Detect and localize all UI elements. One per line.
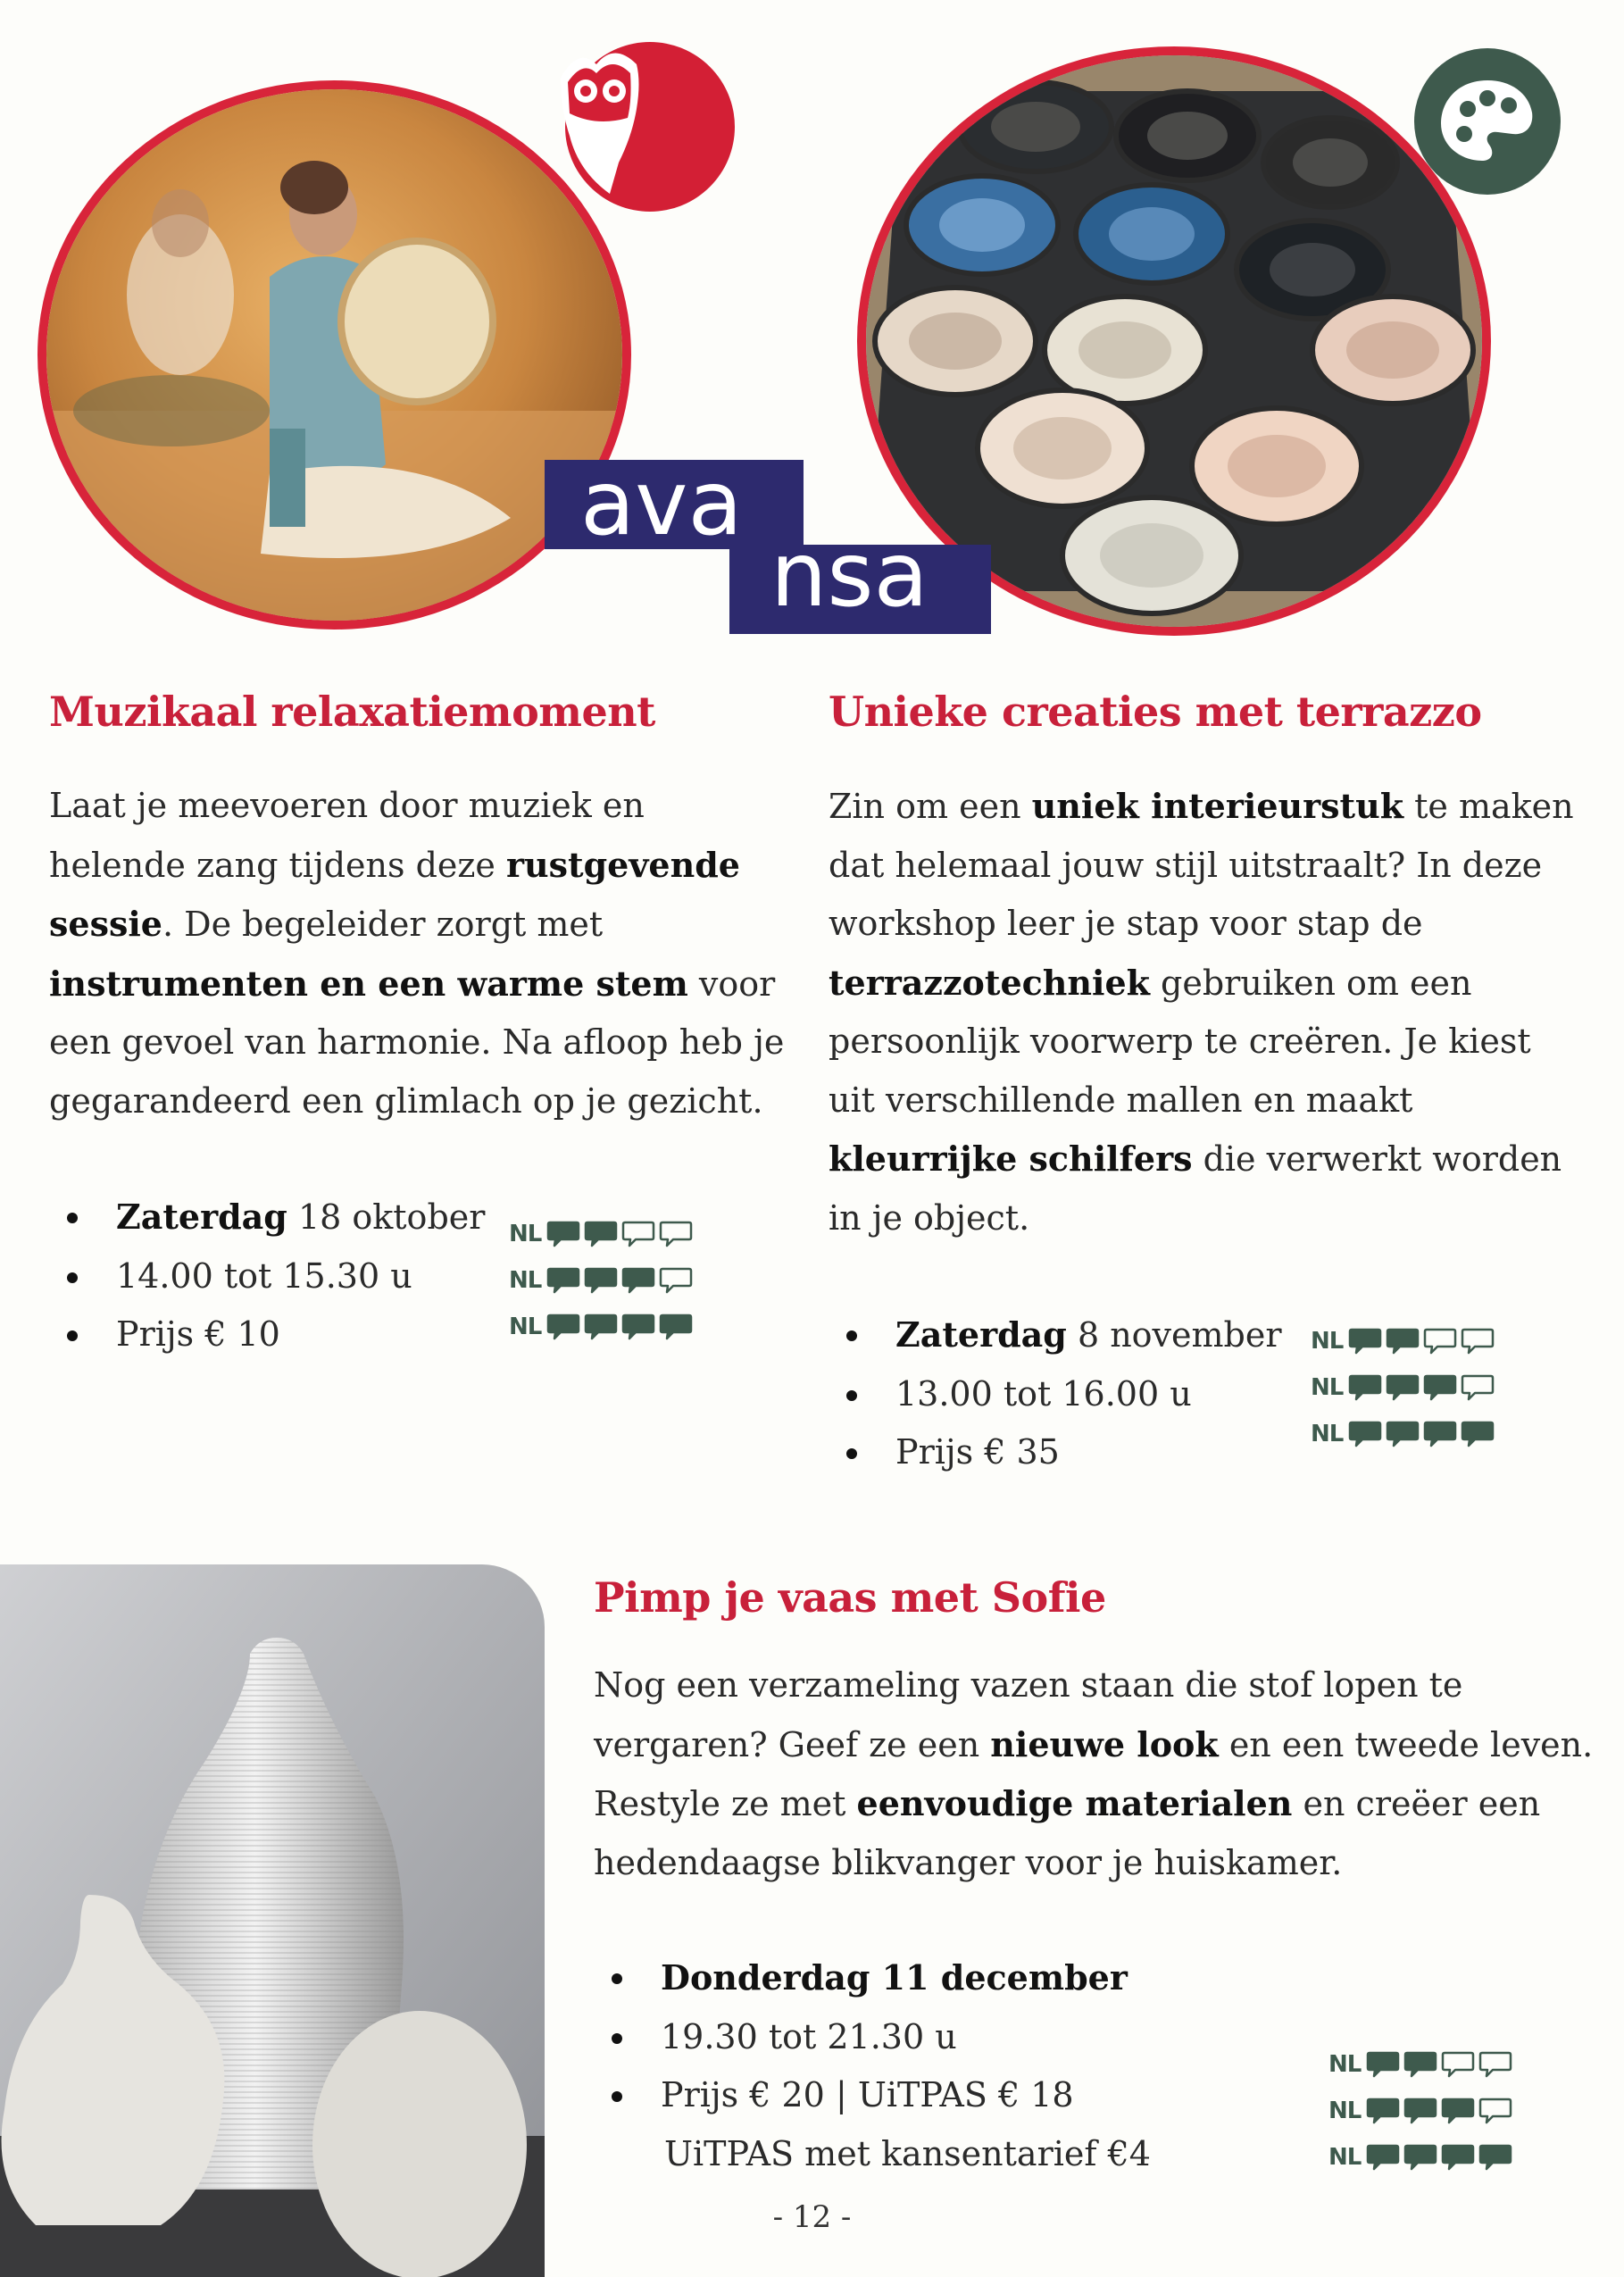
language-level-row (509, 1263, 696, 1298)
language-code: NL (509, 1314, 542, 1340)
speech-bubble-icon (584, 1313, 618, 1341)
speech-bubble-icon (1478, 2050, 1512, 2079)
speech-bubble-icon (1423, 1327, 1457, 1355)
language-code: NL (1311, 1374, 1344, 1401)
speech-bubble-icon (546, 1266, 580, 1295)
body-text: Zin om een (829, 787, 1032, 826)
body-text: Nog een verzameling vazen staan die stof lopen te (594, 1665, 1463, 1705)
right-activity-details (830, 1305, 1295, 1482)
language-level-row (509, 1216, 696, 1252)
language-code: NL (1328, 2144, 1362, 2171)
speech-bubble-icon (546, 1313, 580, 1341)
right-date: Zaterdag 8 november (830, 1305, 1295, 1365)
emphasis-text: terrazzotechniek (829, 962, 1150, 1003)
left-activity-title: Muzikaal relaxatiemoment (49, 688, 655, 736)
body-text: uit verschillende mallen en maakt (829, 1080, 1413, 1120)
palette-icon (1412, 46, 1562, 196)
left-date: Zaterdag 18 oktober (51, 1188, 497, 1247)
speech-bubble-icon (1403, 2143, 1437, 2172)
body-text: die verwerkt worden (1192, 1139, 1562, 1179)
right-activity-description (829, 777, 1596, 1247)
body-text: Laat je meevoeren door muziek en (49, 786, 645, 825)
language-code: NL (1328, 2051, 1362, 2078)
speech-bubble-icon (1348, 1420, 1382, 1448)
logo-text-top: ava (580, 460, 743, 555)
speech-bubble-icon (584, 1266, 618, 1295)
body-text: workshop leer je stap voor stap de (829, 904, 1423, 943)
bottom-time: 19.30 tot 21.30 u (595, 2008, 1363, 2067)
speech-bubble-icon (1423, 1420, 1457, 1448)
emphasis-text: sessie (49, 904, 162, 944)
speech-bubble-icon (1461, 1420, 1495, 1448)
speech-bubble-icon (1441, 2143, 1475, 2172)
language-level-row (1328, 2093, 1516, 2129)
speech-bubble-icon (1366, 2050, 1400, 2079)
body-text: en creëer een (1292, 1784, 1541, 1823)
left-activity-description (49, 777, 790, 1130)
speech-bubble-icon (621, 1313, 655, 1341)
speech-bubble-icon (1478, 2143, 1512, 2172)
speech-bubble-icon (1386, 1373, 1420, 1402)
page-number: - 12 - (772, 2199, 852, 2235)
language-code: NL (1311, 1328, 1344, 1355)
left-time: 14.00 tot 15.30 u (51, 1247, 497, 1306)
vases-photo (0, 1564, 545, 2277)
language-level-row (509, 1309, 696, 1345)
speech-bubble-icon (546, 1220, 580, 1248)
speech-bubble-icon (1423, 1373, 1457, 1402)
language-code: NL (509, 1221, 542, 1247)
logo-text-bottom: nsa (770, 522, 929, 627)
speech-bubble-icon (1348, 1373, 1382, 1402)
speech-bubble-icon (1403, 2097, 1437, 2125)
speech-bubble-icon (1386, 1420, 1420, 1448)
language-level-row (1311, 1323, 1498, 1359)
right-time: 13.00 tot 16.00 u (830, 1365, 1295, 1424)
body-text: persoonlijk voorwerp te creëren. Je kiest (829, 1022, 1531, 1061)
speech-bubble-icon (621, 1266, 655, 1295)
speech-bubble-icon (1478, 2097, 1512, 2125)
speech-bubble-icon (1348, 1327, 1382, 1355)
emphasis-text: instrumenten en een warme stem (49, 963, 688, 1004)
emphasis-text: eenvoudige materialen (856, 1783, 1293, 1823)
emphasis-text: kleurrijke schilfers (829, 1138, 1193, 1179)
language-level-row (1328, 2139, 1516, 2175)
emphasis-text: nieuwe look (990, 1723, 1219, 1764)
body-text: hedendaagse blikvanger voor je huiskamer. (594, 1842, 1343, 1882)
speech-bubble-icon (659, 1313, 693, 1341)
speech-bubble-icon (1386, 1327, 1420, 1355)
body-text: vergaren? Geef ze een (594, 1724, 991, 1764)
emphasis-text: rustgevende (506, 844, 740, 885)
speech-bubble-icon (1403, 2050, 1437, 2079)
speech-bubble-icon (1461, 1327, 1495, 1355)
bottom-activity-title: Pimp je vaas met Sofie (594, 1573, 1106, 1622)
avansa-logo (545, 460, 991, 638)
body-text: gegarandeerd een glimlach op je gezicht. (49, 1080, 763, 1121)
bottom-activity-description (594, 1656, 1594, 1892)
left-activity-details (51, 1188, 497, 1364)
body-text: een gevoel van harmonie. Na afloop heb je (49, 1022, 785, 1062)
body-text: Restyle ze met (594, 1784, 857, 1823)
speech-bubble-icon (584, 1220, 618, 1248)
emphasis-text: uniek interieurstuk (1031, 786, 1404, 826)
language-level-row (1311, 1416, 1498, 1452)
language-code: NL (1311, 1421, 1344, 1447)
body-text: . De begeleider zorgt met (162, 905, 604, 944)
body-text: en een tweede leven. (1218, 1724, 1594, 1764)
speech-bubble-icon (1366, 2097, 1400, 2125)
body-text: in je object. (829, 1197, 1030, 1238)
language-level-row (1328, 2047, 1516, 2082)
bottom-price: Prijs € 20 | UiTPAS € 18 (595, 2066, 1363, 2125)
speech-bubble-icon (1461, 1373, 1495, 1402)
speech-bubble-icon (659, 1266, 693, 1295)
bottom-activity-details (595, 1948, 1363, 2183)
right-price: Prijs € 35 (830, 1423, 1295, 1482)
body-text: helende zang tijdens deze (49, 845, 506, 885)
right-activity-title: Unieke creaties met terrazzo (829, 688, 1482, 736)
body-text: gebruiken om een (1149, 963, 1472, 1003)
speech-bubble-icon (1366, 2143, 1400, 2172)
bottom-price-extra: UiTPAS met kansentarief €4 (664, 2133, 1151, 2173)
owl-icon (543, 29, 735, 221)
speech-bubble-icon (1441, 2050, 1475, 2079)
body-text: voor (687, 963, 776, 1004)
speech-bubble-icon (659, 1220, 693, 1248)
language-code: NL (1328, 2098, 1362, 2124)
left-price: Prijs € 10 (51, 1305, 497, 1364)
body-text: te maken (1403, 787, 1574, 826)
language-level-row (1311, 1370, 1498, 1405)
body-text: dat helemaal jouw stijl uitstraalt? In deze (829, 845, 1543, 885)
bottom-date: Donderdag 11 december (595, 1948, 1363, 2008)
speech-bubble-icon (1441, 2097, 1475, 2125)
language-code: NL (509, 1267, 542, 1294)
speech-bubble-icon (621, 1220, 655, 1248)
